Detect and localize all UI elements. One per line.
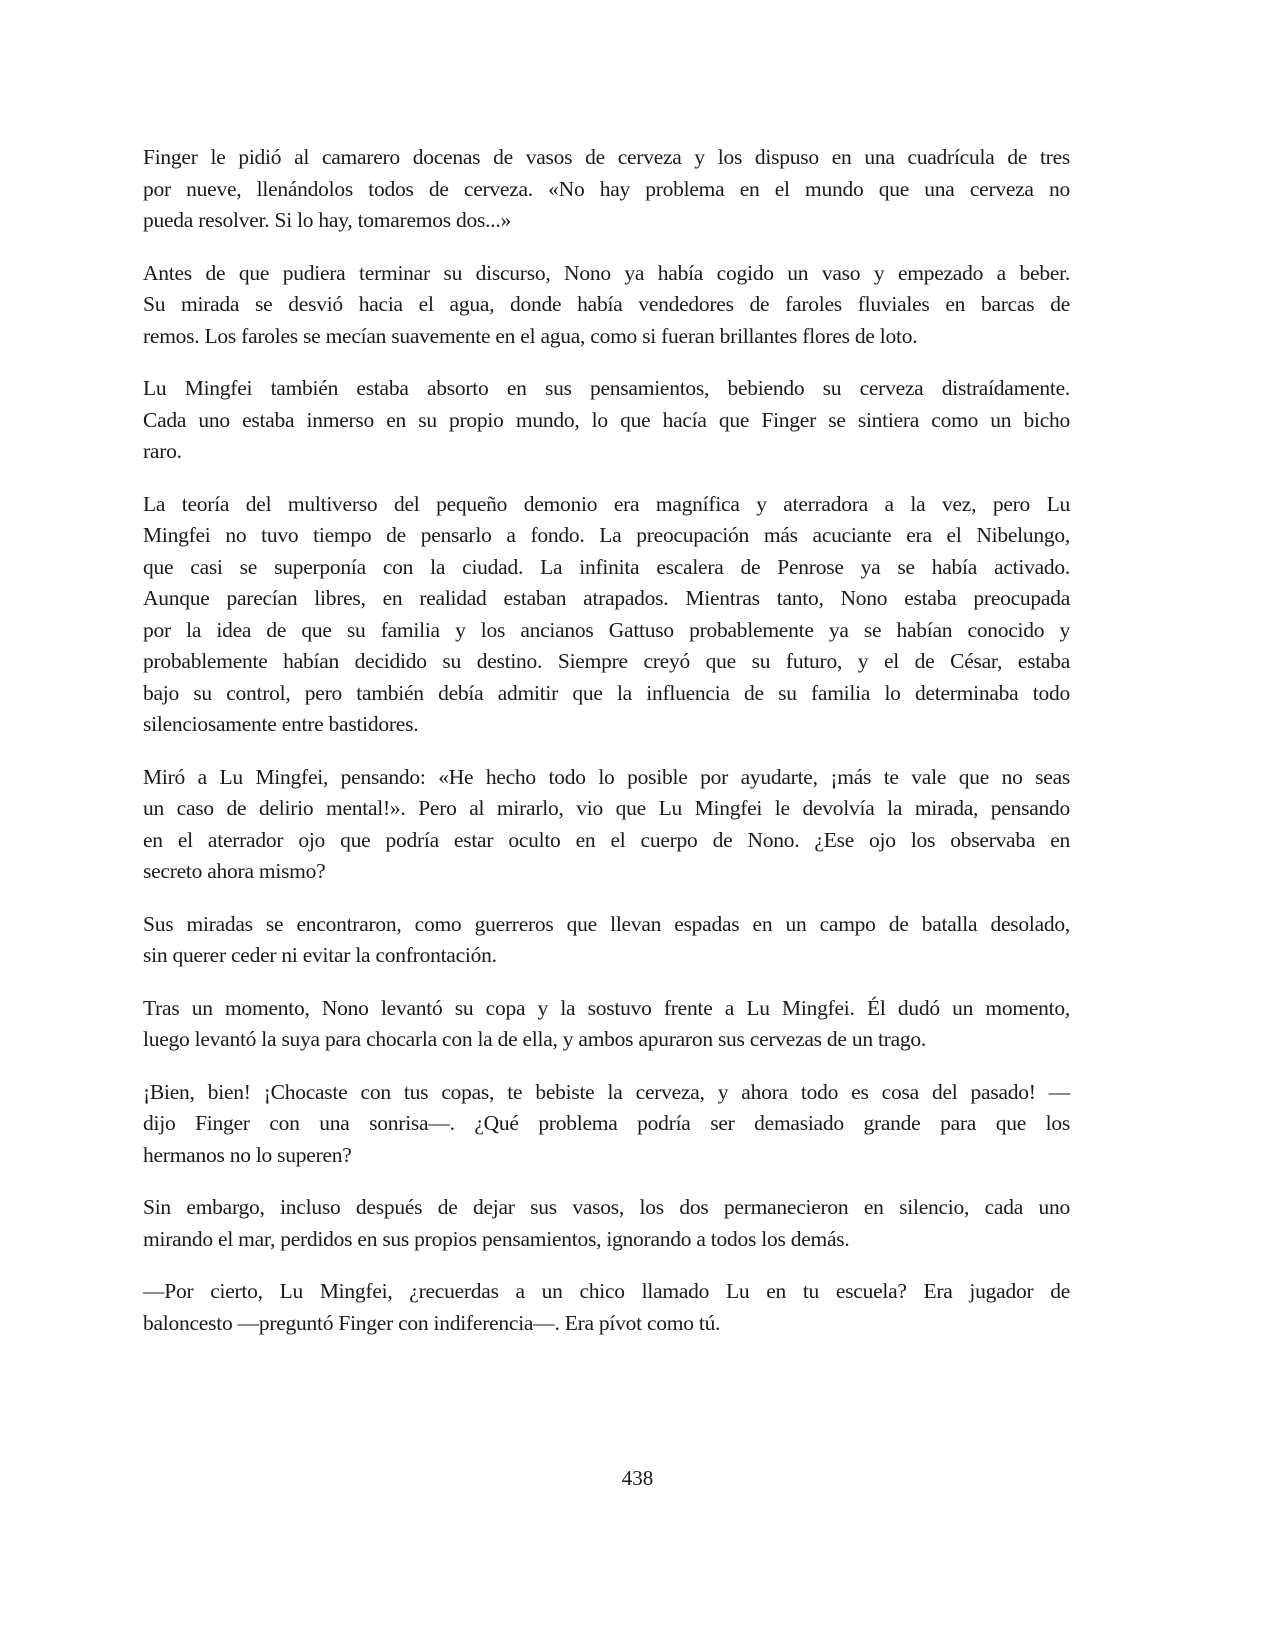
text-line: bajo su control, pero también debía admitir que la influencia de su familia lo determinaba todo xyxy=(143,680,1070,705)
text-line: ¡Bien, bien! ¡Chocaste con tus copas, te bebiste la cerveza, y ahora todo es cosa del pasado! — xyxy=(143,1079,1070,1104)
text-line: —Por cierto, Lu Mingfei, ¿recuerdas a un chico llamado Lu en tu escuela? Era jugador de xyxy=(143,1279,1070,1303)
text-line: Lu Mingfei también estaba absorto en sus pensamientos, bebiendo su cerveza distraídamente. xyxy=(143,376,1070,400)
text-line: secreto ahora mismo? xyxy=(143,859,326,883)
text-line: por la idea de que su familia y los ancianos Gattuso probablemente ya se habían conocido y xyxy=(143,617,1070,642)
text-line: hermanos no lo superen? xyxy=(143,1142,352,1167)
paragraph xyxy=(143,258,1070,353)
text-line: que casi se superponía con la ciudad. La infinita escalera de Penrose ya se había activado. xyxy=(143,554,1070,579)
paragraph xyxy=(143,142,1070,237)
paragraph xyxy=(143,993,1070,1056)
paragraph xyxy=(143,1192,1070,1255)
text-line: Miró a Lu Mingfei, pensando: «He hecho todo lo posible por ayudarte, ¡más te vale que no seas xyxy=(143,764,1070,789)
paragraph xyxy=(143,762,1070,888)
text-line: Sin embargo, incluso después de dejar sus vasos, los dos permanecieron en silencio, cada uno xyxy=(143,1195,1070,1219)
text-line: un caso de delirio mental!». Pero al mirarlo, vio que Lu Mingfei le devolvía la mirada, pensando xyxy=(143,796,1070,820)
paragraph xyxy=(143,909,1070,972)
text-line: Sus miradas se encontraron, como guerreros que llevan espadas en un campo de batalla desolado, xyxy=(143,911,1070,936)
text-line: remos. Los faroles se mecían suavemente en el agua, como si fueran brillantes flores de loto. xyxy=(143,323,918,348)
paragraph xyxy=(143,1077,1070,1172)
text-line: Antes de que pudiera terminar su discurso, Nono ya había cogido un vaso y empezado a beber. xyxy=(143,260,1070,285)
text-line: Mingfei no tuvo tiempo de pensarlo a fondo. La preocupación más acuciante era el Nibelungo, xyxy=(143,523,1070,547)
text-line: raro. xyxy=(143,439,182,463)
text-line: luego levantó la suya para chocarla con la de ella, y ambos apuraron sus cervezas de un trago. xyxy=(143,1027,927,1051)
text-line: probablemente habían decidido su destino. Siempre creyó que su futuro, y el de César, estaba xyxy=(143,649,1070,673)
text-line: Cada uno estaba inmerso en su propio mundo, lo que hacía que Finger se sintiera como un bicho xyxy=(143,407,1070,432)
text-line: silenciosamente entre bastidores. xyxy=(143,712,419,736)
text-line: Su mirada se desvió hacia el agua, donde había vendedores de faroles fluviales en barcas de xyxy=(143,292,1070,316)
text-line: dijo Finger con una sonrisa—. ¿Qué problema podría ser demasiado grande para que los xyxy=(143,1111,1070,1135)
text-line: sin querer ceder ni evitar la confrontación. xyxy=(143,943,497,967)
paragraph xyxy=(143,373,1070,468)
page-body xyxy=(143,142,1070,1360)
text-line: mirando el mar, perdidos en sus propios pensamientos, ignorando a todos los demás. xyxy=(143,1226,850,1251)
text-line: baloncesto —preguntó Finger con indiferencia—. Era pívot como tú. xyxy=(143,1310,721,1335)
text-line: en el aterrador ojo que podría estar oculto en el cuerpo de Nono. ¿Ese ojo los observaba en xyxy=(143,827,1070,852)
page-number: 438 xyxy=(621,1466,654,1490)
paragraph xyxy=(143,489,1070,741)
paragraph xyxy=(143,1276,1070,1339)
text-line: pueda resolver. Si lo hay, tomaremos dos...» xyxy=(143,208,511,232)
text-line: por nueve, llenándolos todos de cerveza. «No hay problema en el mundo que una cerveza no xyxy=(143,176,1070,201)
text-line: Finger le pidió al camarero docenas de vasos de cerveza y los dispuso en una cuadrícula de tres xyxy=(143,145,1070,169)
text-line: Aunque parecían libres, en realidad estaban atrapados. Mientras tanto, Nono estaba preocupada xyxy=(143,586,1070,610)
text-line: Tras un momento, Nono levantó su copa y la sostuvo frente a Lu Mingfei. Él dudó un momento, xyxy=(143,995,1070,1020)
text-line: La teoría del multiverso del pequeño demonio era magnífica y aterradora a la vez, pero Lu xyxy=(143,491,1070,516)
